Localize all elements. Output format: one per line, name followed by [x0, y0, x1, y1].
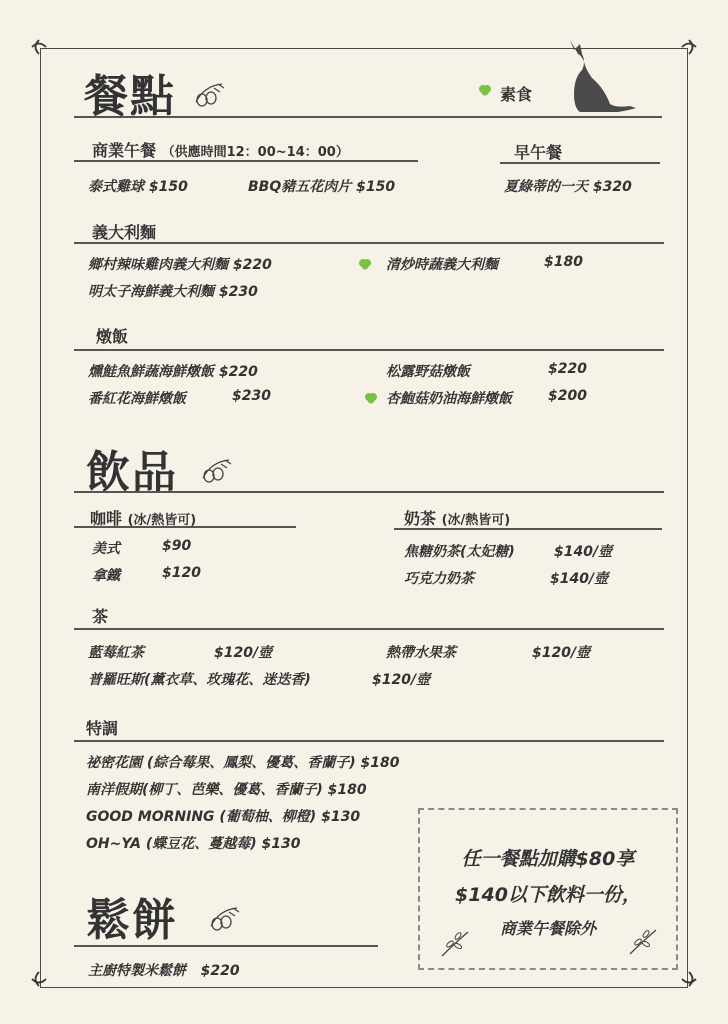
menu-item: 燻鮭魚鮮蔬海鮮燉飯 $220	[88, 364, 258, 380]
menu-item: OH~YA (蝶豆花、蔓越莓) $130	[86, 836, 301, 852]
promo-line: 商業午餐除外	[499, 919, 596, 938]
menu-item-price: $120/壺	[532, 645, 591, 661]
menu-item-price: $120/壺	[372, 672, 431, 688]
menu-item-name: 清炒時蔬義大利麵	[386, 257, 498, 273]
hops-icon	[196, 456, 234, 486]
menu-item-price: $140/壺	[550, 571, 609, 587]
menu-item-price: $120	[162, 565, 201, 581]
milk-tea-heading: 奶茶 (冰/熱皆可)	[404, 509, 511, 528]
menu-item: 夏綠蒂的一天 $320	[504, 179, 632, 195]
section-rule	[74, 526, 296, 528]
leaf-sprig-icon	[626, 924, 660, 958]
tea-heading: 茶	[92, 607, 109, 626]
waffle-title: 鬆餅	[86, 895, 178, 946]
section-rule	[74, 349, 664, 351]
veg-leaf-icon	[364, 392, 378, 404]
menu-item: 主廚特製米鬆餅 $220	[88, 963, 240, 979]
menu-item-price: $220	[548, 361, 587, 377]
meals-title: 餐點	[84, 71, 176, 122]
menu-item: BBQ豬五花肉片 $150	[248, 179, 396, 195]
leaf-sprig-icon	[438, 926, 472, 960]
hops-icon	[190, 80, 226, 110]
menu-item-price: $90	[162, 538, 192, 554]
hops-icon	[204, 904, 242, 934]
menu-item-name: 熱帶水果茶	[386, 645, 456, 661]
veg-legend-label: 素食	[500, 85, 533, 104]
menu-item-price: $180	[544, 254, 583, 270]
corner-ornament-icon	[30, 38, 48, 56]
menu-item-name: 焦糖奶茶(太妃糖)	[404, 544, 515, 560]
corner-ornament-icon	[30, 970, 48, 988]
menu-item: GOOD MORNING (葡萄柚、柳橙) $130	[86, 809, 361, 825]
veg-leaf-icon	[478, 84, 492, 96]
menu-item: 鄉村辣味雞肉義大利麵 $220	[88, 257, 272, 273]
section-rule	[74, 242, 664, 244]
promo-line: $140以下飲料一份，	[455, 884, 641, 906]
section-rule	[74, 740, 664, 742]
section-rule	[74, 491, 664, 493]
section-rule	[74, 628, 664, 630]
menu-item-price: $200	[548, 388, 587, 404]
promo-line: 任一餐點加購$80享	[461, 848, 635, 870]
coffee-heading: 咖啡 (冰/熱皆可)	[90, 509, 197, 528]
menu-item: 明太子海鮮義大利麵 $230	[88, 284, 258, 300]
corner-ornament-icon	[680, 38, 698, 56]
menu-item-name: 巧克力奶茶	[404, 571, 474, 587]
drinks-title: 飲品	[86, 447, 178, 498]
menu-item-price: $120/壺	[214, 645, 273, 661]
menu-item-price: $140/壺	[554, 544, 613, 560]
menu-item: 南洋假期(柳丁、芭樂、優葛、香蘭子) $180	[86, 782, 367, 798]
section-rule	[500, 162, 660, 164]
menu-item-name: 杏鮑菇奶油海鮮燉飯	[386, 391, 512, 407]
menu-item-name: 拿鐵	[92, 568, 120, 584]
section-rule	[74, 160, 418, 162]
brunch-heading: 早午餐	[514, 143, 563, 162]
menu-item-name: 美式	[92, 541, 120, 557]
corner-ornament-icon	[680, 970, 698, 988]
promo-box	[418, 808, 678, 970]
cat-icon	[560, 38, 640, 116]
business-lunch-heading: 商業午餐 （供應時間12：00~14：00）	[92, 141, 349, 160]
special-heading: 特調	[86, 719, 119, 738]
menu-item-name: 松露野菇燉飯	[386, 364, 470, 380]
menu-item: 泰式雞球 $150	[88, 179, 188, 195]
menu-item-name: 番紅花海鮮燉飯	[88, 391, 186, 407]
section-rule	[74, 116, 662, 118]
menu-item: 祕密花園 (綜合莓果、鳳梨、優葛、香蘭子) $180	[86, 755, 400, 771]
pasta-heading: 義大利麵	[92, 223, 157, 242]
menu-item-name: 藍莓紅茶	[88, 645, 144, 661]
veg-leaf-icon	[358, 258, 372, 270]
menu-item-price: $230	[232, 388, 271, 404]
section-rule	[74, 945, 378, 947]
risotto-heading: 燉飯	[96, 327, 129, 346]
menu-item-name: 普羅旺斯(薰衣草、玫瑰花、迷迭香)	[88, 672, 311, 688]
section-rule	[394, 528, 662, 530]
